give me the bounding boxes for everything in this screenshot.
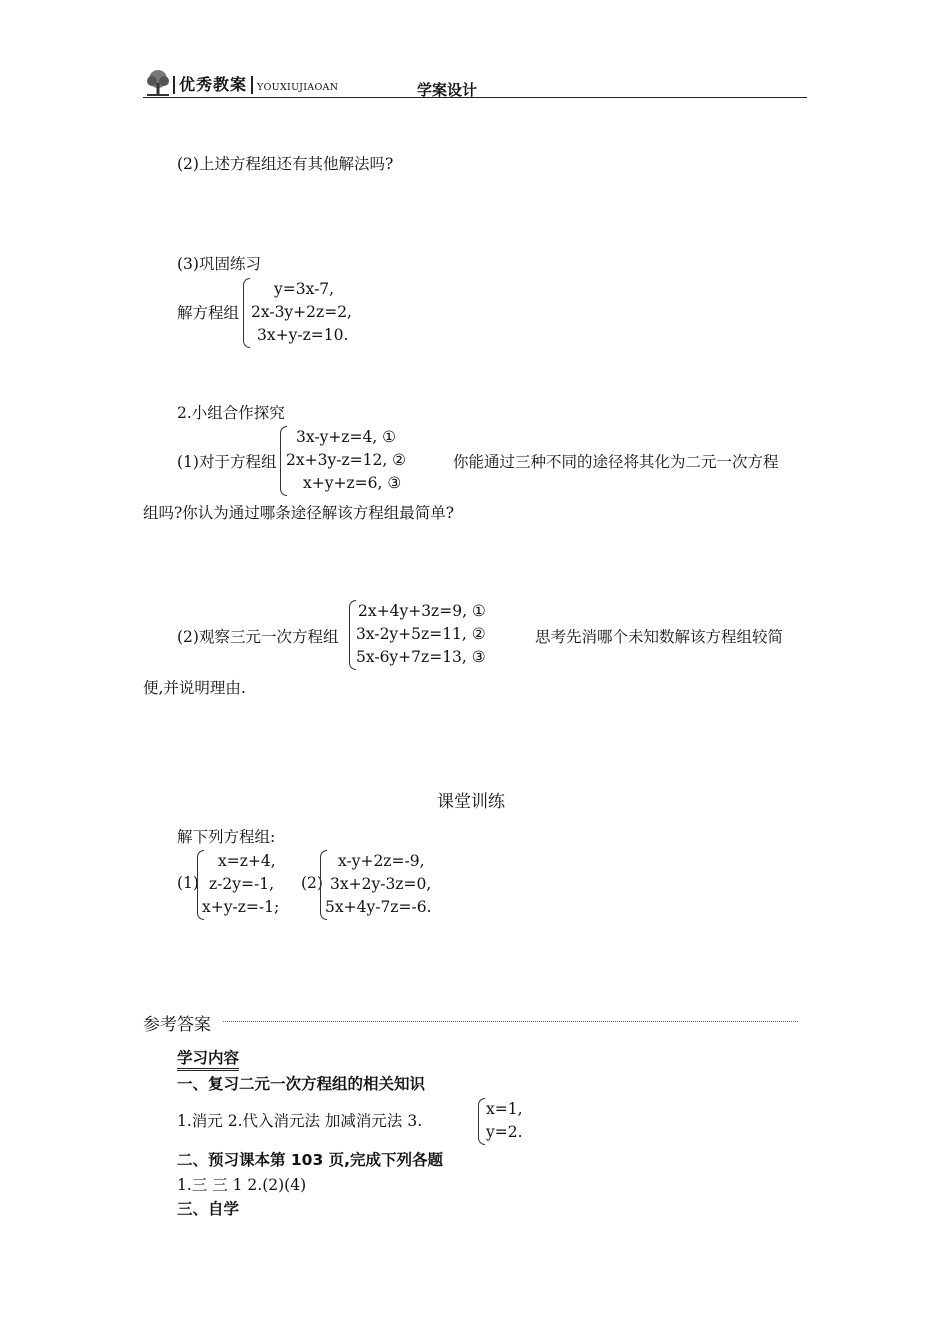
equation: x-y+2z=-9, — [338, 852, 425, 870]
answers-heading-2: 二、预习课本第 103 页,完成下列各题 — [177, 1151, 444, 1169]
equation: 5x+4y-7z=-6. — [325, 898, 432, 916]
answers-subtitle-text: 学习内容 — [177, 1049, 239, 1071]
answers-heading-3: 三、自学 — [177, 1200, 240, 1218]
system-1-label: (1) — [177, 874, 199, 892]
equation: y=2. — [486, 1123, 523, 1141]
answers-title: 参考答案 — [143, 1015, 211, 1035]
question-2: (2)上述方程组还有其他解法吗? — [177, 155, 394, 173]
group-p1-suffix: 你能通过三种不同的途径将其化为二元一次方程 — [453, 453, 779, 471]
answers-line-2: 1.三 三 1 2.(2)(4) — [177, 1176, 307, 1194]
brace — [349, 600, 356, 670]
header-logo — [143, 68, 338, 98]
brand-en: YOUXIUJIAOAN — [257, 82, 339, 93]
equation: 3x-y+z=4, ① — [296, 428, 397, 446]
group-p1-prefix: (1)对于方程组 — [177, 453, 277, 471]
training-title: 课堂训练 — [437, 792, 505, 812]
answers-line-1: 1.消元 2.代入消元法 加减消元法 3. — [177, 1112, 423, 1130]
equation: 2x+4y+3z=9, ① — [358, 602, 486, 620]
equation: x+y+z=6, ③ — [303, 474, 402, 492]
equation: x=z+4, — [218, 852, 276, 870]
equation: 5x-6y+7z=13, ③ — [356, 648, 486, 666]
equation: z-2y=-1, — [209, 875, 275, 893]
equation: y=3x-7, — [274, 280, 335, 298]
group-p1-cont: 组吗?你认为通过哪条途径解该方程组最简单? — [143, 504, 455, 522]
dotted-leader — [223, 1021, 798, 1022]
equation: 2x+3y-z=12, ② — [286, 451, 407, 469]
equation: x=1, — [486, 1100, 523, 1118]
brace — [478, 1098, 485, 1145]
group-p2-cont: 便,并说明理由. — [143, 679, 246, 697]
group-title: 2.小组合作探究 — [177, 404, 285, 422]
brand-name: 优秀教案 — [173, 76, 253, 94]
equation: 3x+y-z=10. — [257, 326, 349, 344]
group-p2-suffix: 思考先消哪个未知数解该方程组较简 — [535, 628, 784, 646]
equation: 3x+2y-3z=0, — [330, 875, 432, 893]
group-p2-prefix: (2)观察三元一次方程组 — [177, 628, 339, 646]
equation: 2x-3y+2z=2, — [251, 303, 352, 321]
equation: 3x-2y+5z=11, ② — [356, 625, 486, 643]
system-2-label: (2) — [301, 874, 323, 892]
header-rule — [143, 97, 807, 98]
doc-title: 学案设计 — [417, 81, 478, 99]
equation: x+y-z=-1; — [202, 898, 280, 916]
answers-subtitle — [177, 1046, 239, 1068]
brace — [243, 278, 250, 348]
training-intro: 解下列方程组: — [177, 828, 276, 846]
practice-title: (3)巩固练习 — [177, 255, 261, 273]
answers-heading-1: 一、复习二元一次方程组的相关知识 — [177, 1075, 426, 1093]
tree-icon — [143, 68, 173, 98]
practice-prefix: 解方程组 — [177, 304, 240, 322]
